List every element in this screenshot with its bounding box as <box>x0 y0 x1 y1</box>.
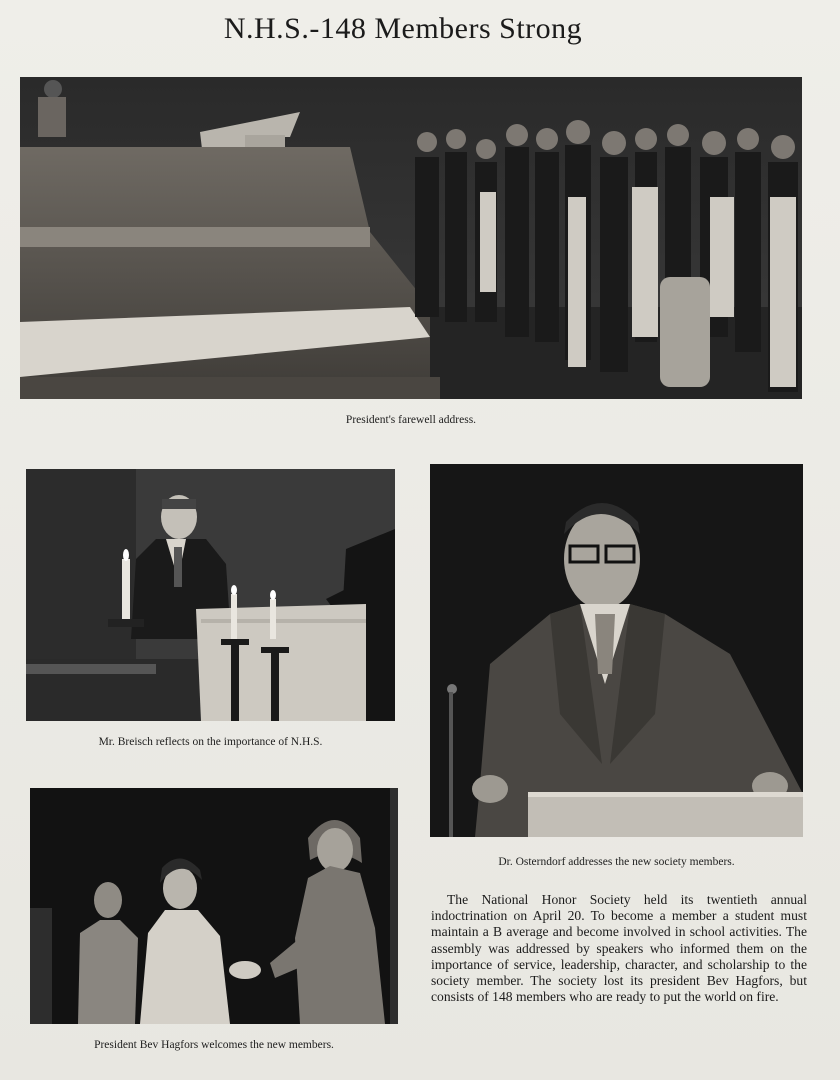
caption-farewell-address: President's farewell address. <box>345 414 477 426</box>
breisch-scene <box>26 469 395 721</box>
photo-dr-osterndorf <box>430 464 803 837</box>
hagfors-scene <box>30 788 398 1024</box>
photo-farewell-address <box>20 77 802 399</box>
caption-mr-breisch: Mr. Breisch reflects on the importance of N.H.S. <box>98 736 323 748</box>
page-title: N.H.S.-148 Members Strong <box>223 12 583 45</box>
article-paragraph: The National Honor Society held its twentieth annual indoctrination on April 20. To become a member a student must maintain a B average and become involved in school activities. The assembly was addressed by speakers who informed them on the importance of service, leadership, character, and scholarship to the society member. The society lost its president Bev Hagfors, but consists of 148 members who are ready to put the world on fire. <box>431 892 807 1005</box>
osterndorf-scene <box>430 464 803 837</box>
article-text <box>431 892 807 1005</box>
caption-bev-hagfors: President Bev Hagfors welcomes the new members. <box>94 1039 334 1051</box>
photo-bev-hagfors <box>30 788 398 1024</box>
farewell-scene <box>20 77 802 399</box>
photo-mr-breisch <box>26 469 395 721</box>
caption-dr-osterndorf: Dr. Osterndorf addresses the new society members. <box>498 856 735 868</box>
